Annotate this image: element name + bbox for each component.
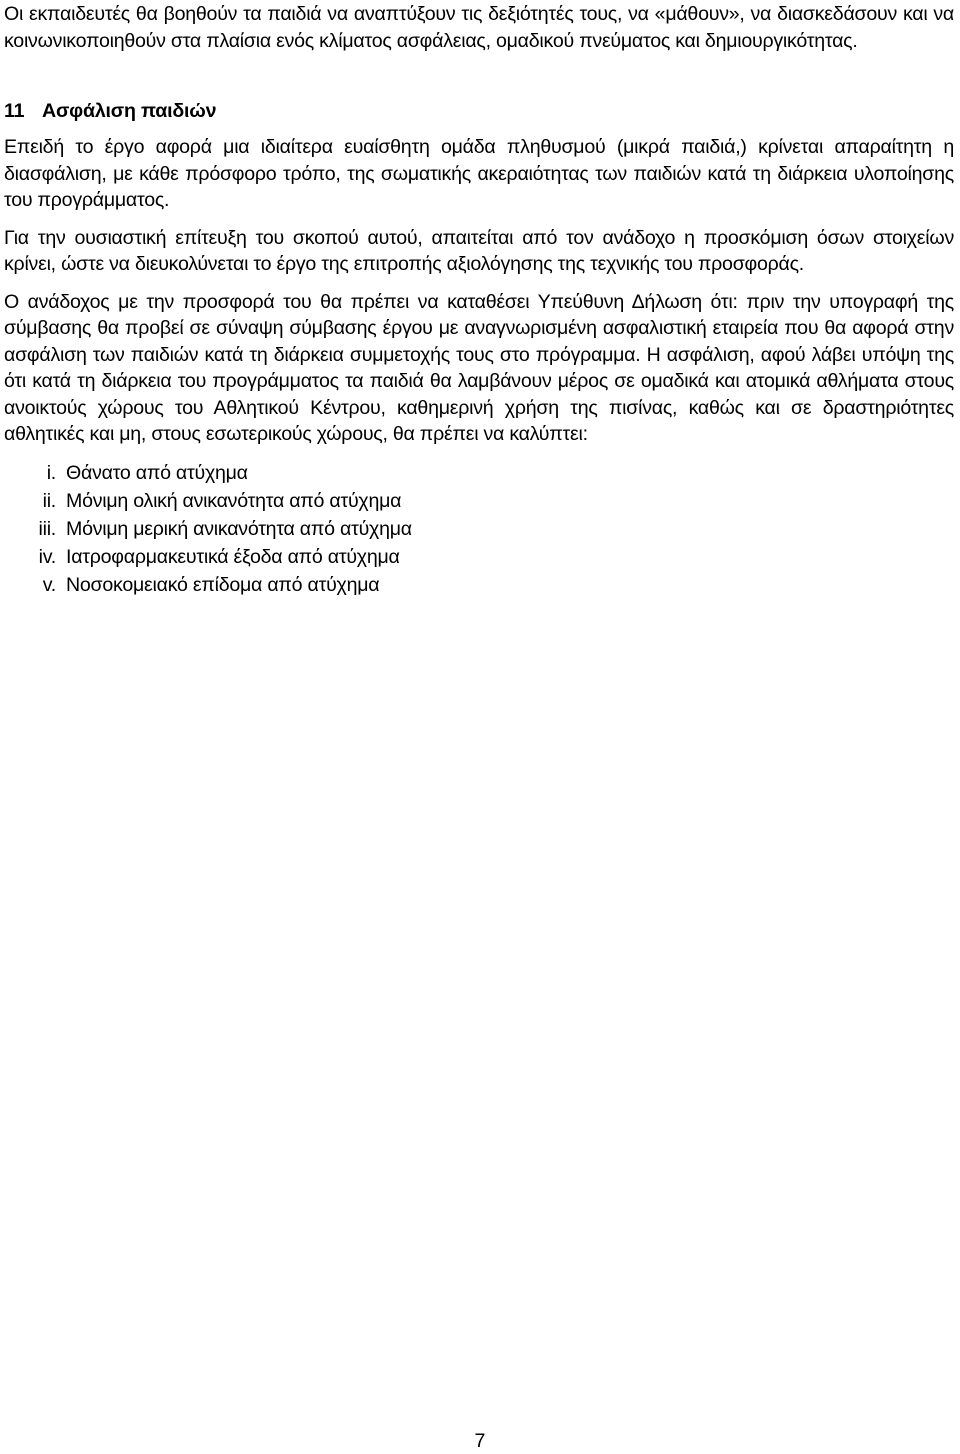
list-item-marker: ii.	[42, 489, 56, 512]
list-item-marker: iv.	[38, 545, 56, 568]
list-item-text: Μόνιμη ολική ανικανότητα από ατύχημα	[66, 489, 402, 512]
list-item-marker: iii.	[38, 517, 56, 540]
section-paragraph-1: Επειδή το έργο αφορά μια ιδιαίτερα ευαίσθητη ομάδα πληθυσμού (μικρά παιδιά,) κρίνεται απαραίτητη η διασφάλιση, με κάθε πρόσφορο τρόπο, της σωματικής ακεραιότητας των παιδιών κατά τη διάρκεια υλοποίησης του προγράμματος.	[4, 136, 954, 211]
list-item	[4, 571, 954, 599]
list-item	[4, 515, 954, 543]
list-item-text: Θάνατο από ατύχημα	[66, 461, 248, 484]
list-item-marker: i.	[46, 461, 56, 484]
section-heading	[4, 98, 954, 124]
page-number: 7	[474, 1430, 486, 1452]
coverage-list	[4, 459, 954, 599]
section-paragraph-3: Ο ανάδοχος με την προσφορά του θα πρέπει να καταθέσει Υπεύθυνη Δήλωση ότι: πριν την υπογραφή της σύμβασης θα προβεί σε σύναψη σύμβασης έργου με αναγνωρισμένη ασφαλιστική εταιρεία που θα αφορά στην ασφάλιση των παιδιών κατά τη διάρκεια συμμετοχής τους στο πρόγραμμα. Η ασφάλιση, αφού λάβει υπόψη της ότι κατά τη διάρκεια του προγράμματος τα παιδιά θα λαμβάνουν μέρος σε ομαδικά και ατομικά αθλήματα στους ανοικτούς χώρους του Αθλητικού Κέντρου, καθημερινή χρήση της πισίνας, καθώς και σε δραστηριότητες αθλητικές και μη, στους εσωτερικούς χώρους, θα πρέπει να καλύπτει:	[4, 290, 954, 445]
list-item	[4, 487, 954, 515]
list-item-marker: v.	[42, 573, 56, 596]
list-item-text: Ιατροφαρμακευτικά έξοδα από ατύχημα	[66, 545, 400, 568]
intro-paragraph: Οι εκπαιδευτές θα βοηθούν τα παιδιά να αναπτύξουν τις δεξιότητές τους, να «μάθουν», να διασκεδάσουν και να κοινωνικοποιηθούν στα πλαίσια ενός κλίματος ασφάλειας, ομαδικού πνεύματος και δημιουργικότητας.	[4, 3, 954, 52]
list-item-text: Μόνιμη μερική ανικανότητα από ατύχημα	[66, 517, 412, 540]
section-paragraph-2: Για την ουσιαστική επίτευξη του σκοπού αυτού, απαιτείται από τον ανάδοχο η προσκόμιση όσων στοιχείων κρίνει, ώστε να διευκολύνεται το έργο της επιτροπής αξιολόγησης της τεχνικής του προσφοράς.	[4, 226, 954, 275]
section-number: 11	[4, 100, 25, 122]
list-item-text: Νοσοκομειακό επίδομα από ατύχημα	[66, 573, 380, 596]
list-item	[4, 543, 954, 571]
section-title: Ασφάλιση παιδιών	[42, 100, 217, 122]
list-item	[4, 459, 954, 487]
document-page	[4, 0, 954, 599]
